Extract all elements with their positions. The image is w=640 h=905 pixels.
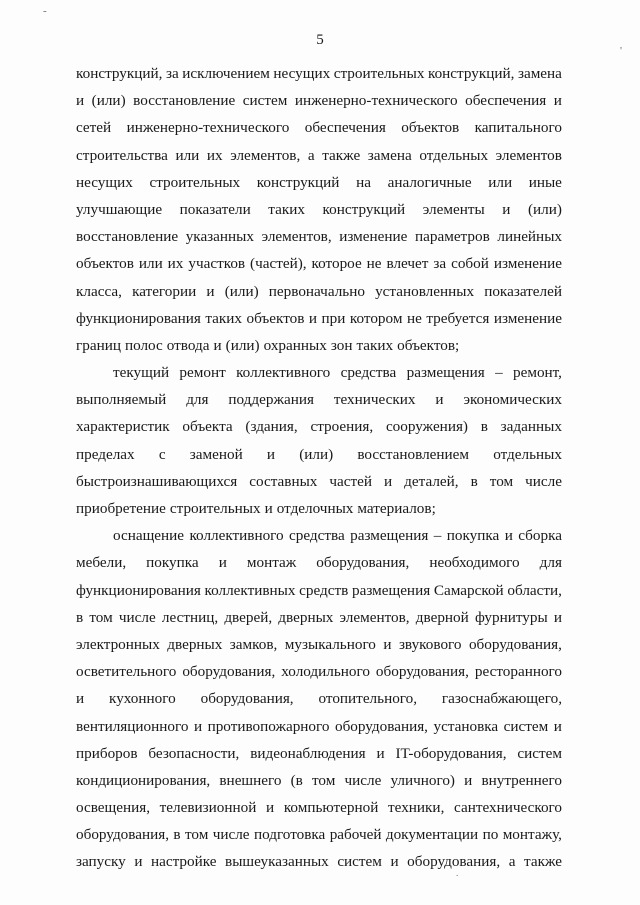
- text-word: покупка: [146, 554, 199, 572]
- text-word: конструкций,: [76, 65, 163, 82]
- text-word: для: [186, 391, 209, 409]
- text-line: [76, 305, 562, 332]
- text-word: средств: [299, 581, 349, 599]
- text-word: для: [539, 554, 562, 572]
- text-word: оборудования,: [76, 826, 170, 844]
- text-word: и: [264, 500, 273, 517]
- text-line: [76, 631, 562, 658]
- text-word: коллективного: [236, 364, 331, 382]
- text-word: восстановление: [133, 92, 236, 110]
- text-word: запуску: [76, 853, 126, 871]
- text-word: изменение: [493, 309, 562, 327]
- text-word: телевизионной: [159, 799, 257, 817]
- text-line: [76, 794, 562, 821]
- text-word: конструкций,: [427, 65, 515, 82]
- text-word: строительных: [333, 65, 425, 82]
- text-line: [76, 740, 562, 767]
- text-word: материалов;: [357, 500, 436, 517]
- text-line: [76, 604, 562, 631]
- text-word: охранных: [263, 336, 327, 354]
- text-word: и: [502, 200, 511, 218]
- text-line: [76, 468, 562, 495]
- text-word: с: [158, 445, 166, 463]
- text-word: (здания,: [245, 418, 298, 436]
- text-word: класса,: [76, 282, 122, 300]
- text-word: функционирования: [76, 581, 201, 599]
- text-word: мебели,: [76, 554, 127, 572]
- text-word: при: [321, 309, 346, 327]
- text-word: размещения: [352, 581, 431, 599]
- text-word: отопительного,: [318, 690, 418, 708]
- text-word: и: [464, 771, 473, 789]
- text-word: кухонного: [109, 690, 176, 708]
- text-line: [76, 413, 562, 440]
- text-word: частей: [329, 472, 373, 490]
- text-word: систем: [242, 92, 288, 110]
- text-word: компьютерной: [283, 799, 379, 817]
- text-word: оборудования,: [182, 663, 276, 681]
- text-word: внутреннего: [481, 771, 562, 789]
- text-word: отвода: [166, 336, 210, 354]
- text-word: оснащение: [113, 527, 185, 545]
- text-word: и: [383, 635, 392, 653]
- text-word: осветительного: [76, 663, 177, 681]
- text-line: [76, 848, 562, 875]
- text-word: первоначально: [268, 282, 365, 300]
- text-word: –: [495, 364, 503, 382]
- text-word: и: [76, 690, 85, 708]
- text-word: и: [206, 282, 215, 300]
- text-word: обеспечения: [465, 92, 547, 110]
- scan-mark: .: [456, 868, 459, 878]
- text-line: [76, 142, 562, 169]
- text-word: электронных: [76, 635, 160, 653]
- text-word: Самарской: [433, 581, 504, 599]
- text-word: дверей,: [224, 608, 273, 626]
- text-line: [76, 441, 562, 468]
- text-word: в: [173, 826, 181, 844]
- scan-mark: -: [43, 5, 47, 17]
- text-word: или: [175, 146, 200, 164]
- text-line: [76, 278, 562, 305]
- text-word: также: [322, 146, 361, 164]
- text-word: линейных: [497, 228, 562, 246]
- text-line: [76, 359, 562, 386]
- scan-mark: ': [620, 45, 622, 57]
- text-word: замена: [517, 65, 562, 82]
- text-word: указанных: [185, 228, 254, 246]
- text-word: которое: [311, 255, 362, 273]
- text-word: строительства: [76, 146, 168, 164]
- text-word: размещения: [350, 527, 429, 545]
- text-word: противопожарного: [207, 717, 330, 735]
- text-word: собой: [451, 255, 489, 273]
- text-word: котором: [349, 309, 403, 327]
- text-word: звукового: [398, 635, 462, 653]
- text-word: конструкций: [322, 200, 406, 218]
- text-word: коллективных: [204, 581, 296, 599]
- text-word: числе: [212, 826, 250, 844]
- text-line: [76, 386, 562, 413]
- text-word: и: [376, 744, 385, 762]
- text-word: пределах: [76, 445, 135, 463]
- text-word: кондиционирования,: [76, 771, 211, 789]
- text-word: уличного): [390, 771, 455, 789]
- text-word: несущих: [273, 65, 331, 82]
- text-line: [76, 114, 562, 141]
- text-word: исключением: [182, 65, 270, 82]
- text-word: числе: [118, 608, 156, 626]
- text-word: участков: [188, 255, 246, 273]
- text-word: коллективного: [189, 527, 284, 545]
- text-word: и: [266, 445, 276, 463]
- text-word: изменение: [339, 228, 408, 246]
- text-word: подготовка: [253, 826, 326, 844]
- text-word: рабочей: [329, 826, 382, 844]
- text-word: по: [482, 826, 499, 844]
- text-line: [76, 767, 562, 794]
- text-word: границ: [76, 336, 121, 354]
- text-word: сантехнического: [454, 799, 562, 817]
- text-word: и: [384, 472, 393, 490]
- text-word: за: [433, 255, 447, 273]
- text-word: объекта: [182, 418, 233, 436]
- text-word: не: [366, 255, 382, 273]
- text-word: на: [356, 173, 371, 191]
- text-word: влечет: [386, 255, 429, 273]
- text-word: лестниц,: [161, 608, 219, 626]
- text-word: газоснабжающего,: [441, 690, 562, 708]
- text-word: и: [553, 717, 562, 735]
- text-word: приборов: [76, 744, 138, 762]
- text-word: в: [76, 608, 84, 626]
- text-word: обеспечения: [304, 119, 386, 137]
- text-word: инженерно-технического: [294, 92, 458, 110]
- text-word: музыкального: [284, 635, 376, 653]
- text-word: показатели: [179, 200, 251, 218]
- document-body: [76, 60, 562, 876]
- text-word: полос: [124, 336, 163, 354]
- text-word: и: [553, 608, 562, 626]
- text-word: оборудования,: [375, 663, 469, 681]
- text-word: замков,: [229, 635, 278, 653]
- text-word: безопасности,: [148, 744, 240, 762]
- text-word: улучшающие: [76, 200, 163, 218]
- text-word: заданных: [500, 418, 562, 436]
- text-word: элементов,: [230, 146, 301, 164]
- text-word: систем: [517, 744, 562, 762]
- text-word: не: [406, 309, 422, 327]
- text-word: видеонаблюдения: [250, 744, 366, 762]
- text-word: показателей: [484, 282, 562, 300]
- text-word: монтажу,: [502, 826, 562, 844]
- text-word: области,: [507, 581, 562, 599]
- text-word: деталей,: [404, 472, 459, 490]
- text-word: (частей),: [250, 255, 307, 273]
- text-word: или: [488, 173, 513, 191]
- text-word: иные: [528, 173, 562, 191]
- text-word: сооружения): [385, 418, 468, 436]
- text-line: [76, 495, 562, 522]
- text-word: (или): [91, 92, 126, 110]
- text-word: капитального: [474, 119, 562, 137]
- text-word: том: [89, 608, 113, 626]
- text-word: восстановлением: [357, 445, 470, 463]
- text-word: (или): [527, 200, 562, 218]
- page-number: 5: [316, 32, 324, 48]
- text-word: (или): [225, 336, 260, 354]
- text-word: установка: [433, 717, 499, 735]
- text-word: параметров: [415, 228, 490, 246]
- text-word: настройке: [151, 853, 217, 871]
- text-word: и: [193, 717, 203, 735]
- text-word: их: [206, 146, 223, 164]
- text-word: таких: [205, 309, 242, 327]
- text-word: замена: [367, 146, 412, 164]
- text-word: дверной: [415, 608, 469, 626]
- text-word: и: [308, 309, 318, 327]
- text-word: быстроизнашивающихся: [76, 472, 238, 490]
- text-word: в: [480, 418, 488, 436]
- text-line: [76, 577, 562, 604]
- text-word: и: [134, 853, 143, 871]
- text-word: вентиляционного: [76, 717, 189, 735]
- text-word: элементов,: [261, 228, 332, 246]
- text-word: таких: [356, 336, 394, 354]
- text-word: дверных: [167, 635, 223, 653]
- text-line: [76, 658, 562, 685]
- text-word: том: [184, 826, 209, 844]
- text-word: освещения,: [76, 799, 151, 817]
- text-word: систем: [337, 853, 382, 871]
- text-word: восстановление: [76, 228, 179, 246]
- text-word: средства: [289, 527, 345, 545]
- text-word: аналогичные: [387, 173, 472, 191]
- text-line: [76, 196, 562, 223]
- text-word: таких: [268, 200, 305, 218]
- text-word: или: [138, 255, 163, 273]
- text-word: требуется: [426, 309, 490, 327]
- text-word: размещения: [406, 364, 485, 382]
- text-word: за: [165, 65, 179, 82]
- text-word: строения,: [310, 418, 374, 436]
- text-word: ресторанного: [474, 663, 562, 681]
- text-line: [76, 250, 562, 277]
- text-word: а: [307, 146, 315, 164]
- text-word: объектов;: [397, 336, 460, 354]
- text-word: дверных: [278, 608, 334, 626]
- text-word: установленных: [375, 282, 475, 300]
- text-word: текущий: [113, 364, 170, 382]
- text-word: и: [213, 336, 222, 354]
- text-word: инженерно-технического: [126, 119, 290, 137]
- text-word: том: [489, 472, 514, 490]
- text-word: и: [218, 554, 227, 572]
- text-word: и: [266, 799, 275, 817]
- text-word: строительных: [169, 500, 261, 517]
- text-word: вышеуказанных: [225, 853, 329, 871]
- text-word: и: [435, 391, 444, 409]
- text-word: отделочных: [276, 500, 354, 517]
- text-word: необходимого: [429, 554, 520, 572]
- text-word: элементов: [495, 146, 562, 164]
- text-word: (или): [299, 445, 334, 463]
- text-word: поддержания: [228, 391, 314, 409]
- text-word: (в: [290, 771, 303, 789]
- text-word: зон: [330, 336, 353, 354]
- text-word: монтаж: [246, 554, 297, 572]
- text-line: [76, 549, 562, 576]
- text-word: и: [76, 92, 85, 110]
- text-word: объектов: [246, 309, 305, 327]
- text-word: покупка: [446, 527, 500, 545]
- text-word: IT-оборудования,: [395, 744, 507, 762]
- text-word: категории: [132, 282, 197, 300]
- text-word: а: [508, 853, 516, 871]
- text-word: –: [433, 527, 442, 545]
- text-word: элементы: [422, 200, 485, 218]
- text-word: отдельных: [419, 146, 489, 164]
- text-word: составных: [249, 472, 318, 490]
- text-word: несущих: [76, 173, 133, 191]
- text-word: (или): [224, 282, 259, 300]
- text-line: [76, 821, 562, 848]
- text-word: числе: [525, 472, 562, 490]
- text-word: внешнего: [219, 771, 282, 789]
- text-line: [76, 332, 562, 359]
- text-word: оборудования,: [200, 690, 294, 708]
- text-word: и: [504, 527, 513, 545]
- text-word: оборудования,: [334, 717, 428, 735]
- text-word: систем: [503, 717, 549, 735]
- text-word: функционирования: [76, 309, 201, 327]
- text-word: документации: [385, 826, 479, 844]
- text-line: [76, 87, 562, 114]
- text-line: [76, 60, 562, 87]
- text-word: том: [312, 771, 336, 789]
- text-word: характеристик: [76, 418, 170, 436]
- text-line: [76, 685, 562, 712]
- text-word: технических: [333, 391, 416, 409]
- text-line: [76, 169, 562, 196]
- text-word: фурнитуры: [474, 608, 548, 626]
- text-word: сборка: [518, 527, 562, 545]
- text-word: элементов,: [339, 608, 410, 626]
- text-word: ремонт,: [513, 364, 562, 382]
- text-word: строительных: [149, 173, 241, 191]
- text-word: в: [470, 472, 478, 490]
- text-word: и: [390, 853, 399, 871]
- text-word: холодильного: [281, 663, 370, 681]
- text-word: объектов: [76, 255, 134, 273]
- text-word: экономических: [463, 391, 562, 409]
- text-word: заменой: [189, 445, 243, 463]
- text-word: выполняемый: [76, 391, 167, 409]
- text-word: также: [524, 853, 562, 871]
- text-word: и: [553, 92, 562, 110]
- text-word: объектов: [401, 119, 460, 137]
- text-word: средства: [340, 364, 397, 382]
- text-word: изменение: [493, 255, 562, 273]
- text-line: [76, 223, 562, 250]
- text-word: оборудования,: [468, 635, 562, 653]
- text-word: числе: [344, 771, 382, 789]
- text-word: сетей: [76, 119, 112, 137]
- text-line: [76, 522, 562, 549]
- text-word: ремонт: [179, 364, 226, 382]
- text-word: оборудования,: [407, 853, 501, 871]
- text-word: приобретение: [76, 500, 166, 517]
- text-line: [76, 713, 562, 740]
- text-word: их: [167, 255, 184, 273]
- text-word: оборудования,: [316, 554, 410, 572]
- text-word: отдельных: [493, 445, 562, 463]
- text-word: техники,: [388, 799, 445, 817]
- text-word: конструкций: [256, 173, 340, 191]
